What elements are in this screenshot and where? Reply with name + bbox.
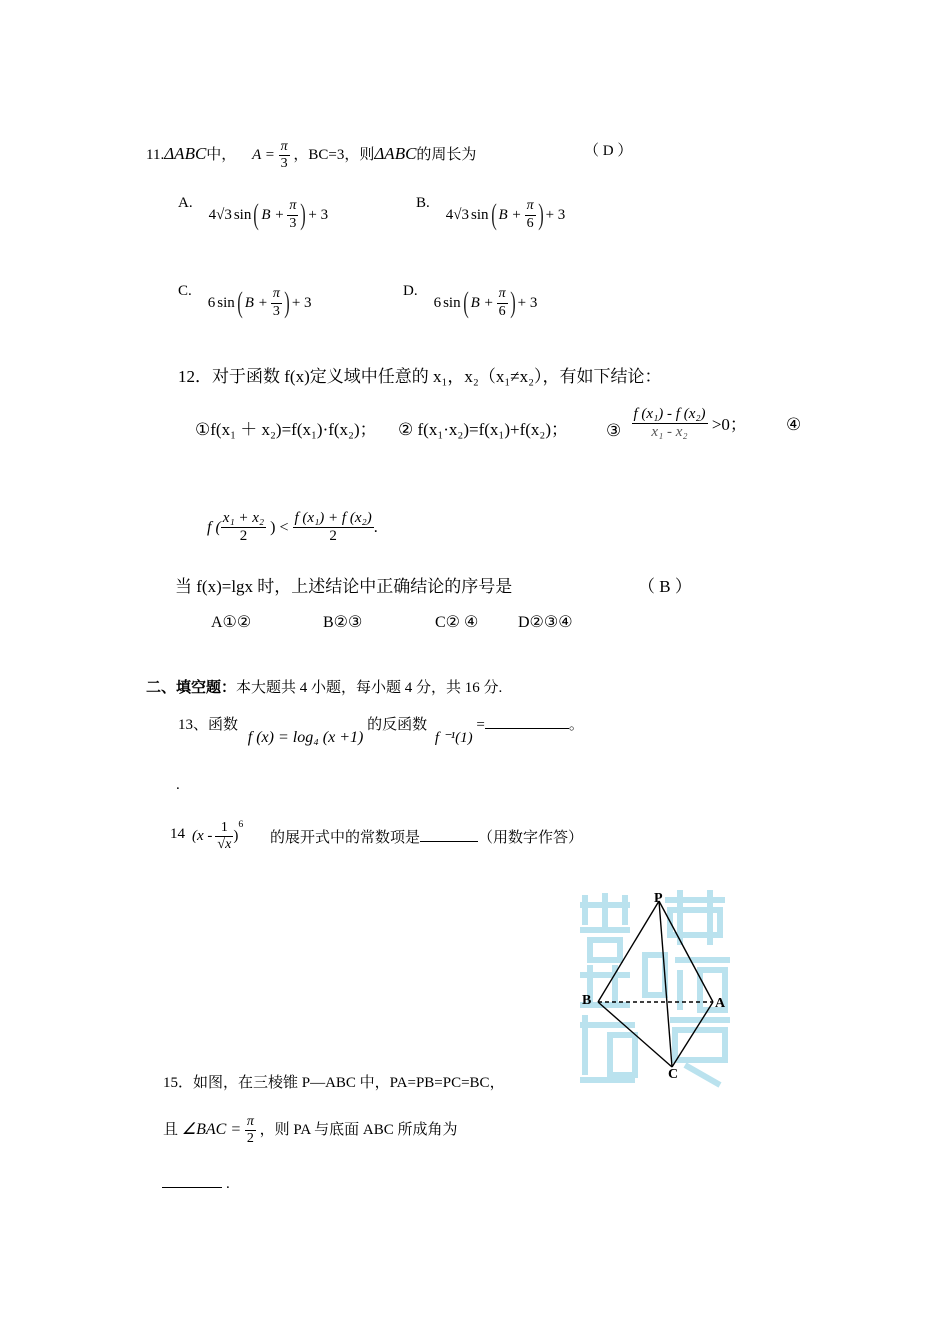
q15-answer-blank[interactable] bbox=[162, 1173, 222, 1188]
q11-option-d: D. 6 sin ( B + $\frac{\pi}{6}$ ) + 3 bbox=[403, 282, 538, 319]
q14-num: 14 bbox=[170, 826, 185, 842]
watermark-seal bbox=[580, 890, 730, 1085]
vertex-label-b: B bbox=[582, 993, 592, 1008]
vertex-label-p: P bbox=[654, 891, 663, 906]
q12-option-b: B②③ bbox=[323, 614, 363, 631]
q11-option-b: B. 4√3 sin ( B + $\frac{\pi}{6}$ ) + 3 bbox=[416, 194, 566, 231]
q14-answer-blank[interactable] bbox=[420, 827, 478, 842]
q13-stem: 13、函数 f (x) = log₄ (x +1) 的反函数 f ⁻¹(1) = 。 bbox=[178, 713, 584, 734]
q12-option-c: C② ④ bbox=[435, 614, 479, 631]
q12-conclusion-4: f ( $\frac{\text{x₁ + x₂}}{2}$ ) < $\frac{\text{f (x₁) + f (x₂)}}{2}$ . bbox=[207, 510, 378, 545]
q15-line2: 且 ∠BAC = $\frac{\pi}{2}$ ，则 PA 与底面 ABC 所成角为 bbox=[163, 1114, 458, 1147]
q12-stem: 12．对于函数 f(x)定义域中任意的 x₁，x₂（x₁≠x₂），有如下结论： bbox=[178, 367, 662, 386]
section-heading: 二、填空题：本大题共 4 小题，每小题 4 分，共 16 分. bbox=[146, 680, 503, 696]
q12-answer: （ B ） bbox=[638, 577, 692, 596]
q11-stem: 11.ΔABC中， A = $\frac{\pi}{3}$ ，BC=3，则ΔABC的周长为 bbox=[146, 139, 477, 172]
q14-text: 的展开式中的常数项是 （用数字作答） bbox=[270, 826, 583, 847]
q15-line3: . bbox=[162, 1173, 230, 1193]
q11-option-a: A. 4√3 sin ( B + $\frac{\pi}{3}$ ) + 3 bbox=[178, 194, 329, 231]
q13-answer-blank[interactable] bbox=[485, 714, 569, 729]
q11-option-c: C. 6 sin ( B + $\frac{\pi}{3}$ ) + 3 bbox=[178, 282, 312, 319]
q12-when: 当 f(x)=lgx 时，上述结论中正确结论的序号是 bbox=[175, 577, 513, 596]
tetrahedron-figure bbox=[570, 885, 740, 1090]
vertex-label-a: A bbox=[715, 996, 726, 1011]
q12-option-a: A①② bbox=[211, 614, 252, 631]
vertex-label-c: C bbox=[668, 1067, 679, 1082]
q13-dot: . bbox=[176, 777, 180, 793]
q12-conclusion-2: ② f(x₁·x₂)=f(x₁)+f(x₂)； bbox=[398, 420, 568, 439]
q12-option-d: D②③④ bbox=[518, 614, 573, 631]
q11-answer: （ D ） bbox=[584, 143, 633, 159]
q12-conclusion-4-label: ④ bbox=[786, 415, 802, 434]
q15-line1: 15．如图，在三棱锥 P—ABC 中，PA=PB=PC=BC， bbox=[163, 1075, 505, 1091]
q14-expression: (x - $\frac{1}{√x}$ ) $^6$ bbox=[192, 819, 244, 853]
q12-conclusion-3: ③ $\frac{\text{f (x₁) - f (x₂)}}{\text{x₁ - x₂}}$ >0； bbox=[606, 406, 747, 441]
q12-conclusion-1: ①f(x₁ ＋ x₂)=f(x₁)·f(x₂)； bbox=[195, 420, 377, 439]
